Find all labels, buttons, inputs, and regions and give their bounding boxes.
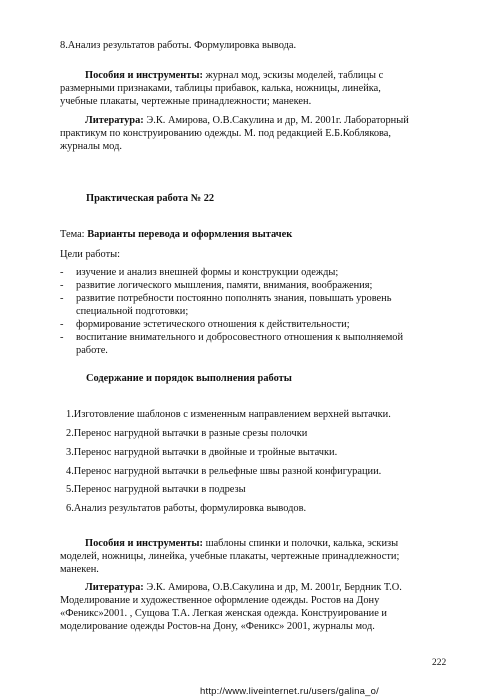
goal-text: изучение и анализ внешней формы и конструкции одежды; (76, 267, 339, 278)
literature-line-3: журналы мод. (60, 141, 122, 152)
goal-text-continued: специальной подготовки; (76, 306, 189, 317)
goal-text-continued: работе. (76, 345, 108, 356)
step-item: 2.Перенос нагрудной вытачки в разные срезы полочки (66, 428, 308, 439)
literature-label: Литература: (85, 582, 144, 593)
aids-label: Пособия и инструменты: (85, 70, 203, 81)
literature-block-2 (60, 581, 456, 633)
literature-text: Э.К. Амирова, О.В.Сакулина и др, М. 2001г, Бердник Т.О. (146, 582, 402, 593)
goal-text: формирование эстетического отношения к действительности; (76, 319, 350, 330)
literature-label: Литература: (85, 115, 144, 126)
literature-line-1 (60, 114, 456, 127)
goal-dash: - (60, 280, 64, 291)
aids-label: Пособия и инструменты: (85, 538, 203, 549)
literature-line-4: моделирование одежды Ростов-на Дону, «Феникс» 2001, журналы мод. (60, 621, 375, 632)
aids-block-1 (60, 69, 456, 108)
goal-dash: - (60, 332, 64, 343)
aids-text: журнал мод, эскизы моделей, таблицы с (205, 70, 384, 81)
step-item: 3.Перенос нагрудной вытачки в двойные и тройные вытачки. (66, 447, 338, 458)
step-item: 5.Перенос нагрудной вытачки в подрезы (66, 484, 246, 495)
aids-line-1 (60, 69, 456, 82)
goal-dash: - (60, 267, 64, 278)
aids-line-1 (60, 537, 456, 550)
literature-line-1 (60, 581, 456, 594)
step-item: 4.Перенос нагрудной вытачки в рельефные швы разной конфигурации. (66, 466, 382, 477)
goal-text: развитие логического мышления, памяти, внимания, воображения; (76, 280, 373, 291)
literature-text: Э.К. Амирова, О.В.Сакулина и др, М. 2001г. Лабораторный (146, 115, 409, 126)
literature-line-2: практикум по конструированию одежды. М. под редакцией Е.Б.Коблякова, (60, 128, 392, 139)
step-item: 6.Анализ результатов работы, формулировка выводов. (66, 503, 307, 514)
aids-line-2: размерными признаками, таблицы прибавок, калька, ножницы, линейка, (60, 83, 381, 94)
top-step-item: 8.Анализ результатов работы. Формулировка вывода. (60, 40, 297, 51)
page-number: 222 (432, 658, 447, 668)
goals-label: Цели работы: (60, 249, 121, 260)
goal-dash: - (60, 319, 64, 330)
topic-value: Варианты перевода и оформления вытачек (87, 229, 293, 240)
goal-dash: - (60, 293, 64, 304)
aids-line-2: моделей, ножницы, линейка, учебные плакаты, чертежные принадлежности; (60, 551, 400, 562)
content-heading: Содержание и порядок выполнения работы (86, 373, 292, 384)
step-item: 1.Изготовление шаблонов с измененным направлением верхней вытачки. (66, 409, 391, 420)
literature-line-3: «Феникс»2001. , Сущова Т.А. Легкая женская одежда. Конструирование и (60, 608, 387, 619)
topic-label: Тема: (60, 229, 85, 240)
work-title: Практическая работа № 22 (86, 193, 215, 204)
aids-block-2 (60, 537, 456, 576)
goal-text: воспитание внимательного и добросовестного отношения к выполняемой (76, 332, 404, 343)
goal-text: развитие потребности постоянно пополнять знания, повышать уровень (76, 293, 392, 304)
topic-line (60, 228, 292, 241)
aids-line-3: учебные плакаты, чертежные принадлежности; манекен. (60, 96, 312, 107)
source-url-watermark: http://www.liveinternet.ru/users/galina_o/ (200, 686, 379, 697)
aids-text: шаблоны спинки и полочки, калька, эскизы (205, 538, 399, 549)
literature-block-1 (60, 114, 456, 153)
literature-line-2: Моделирование и художественное оформление одежды. Ростов на Дону (60, 595, 380, 606)
aids-line-3: манекен. (60, 564, 99, 575)
